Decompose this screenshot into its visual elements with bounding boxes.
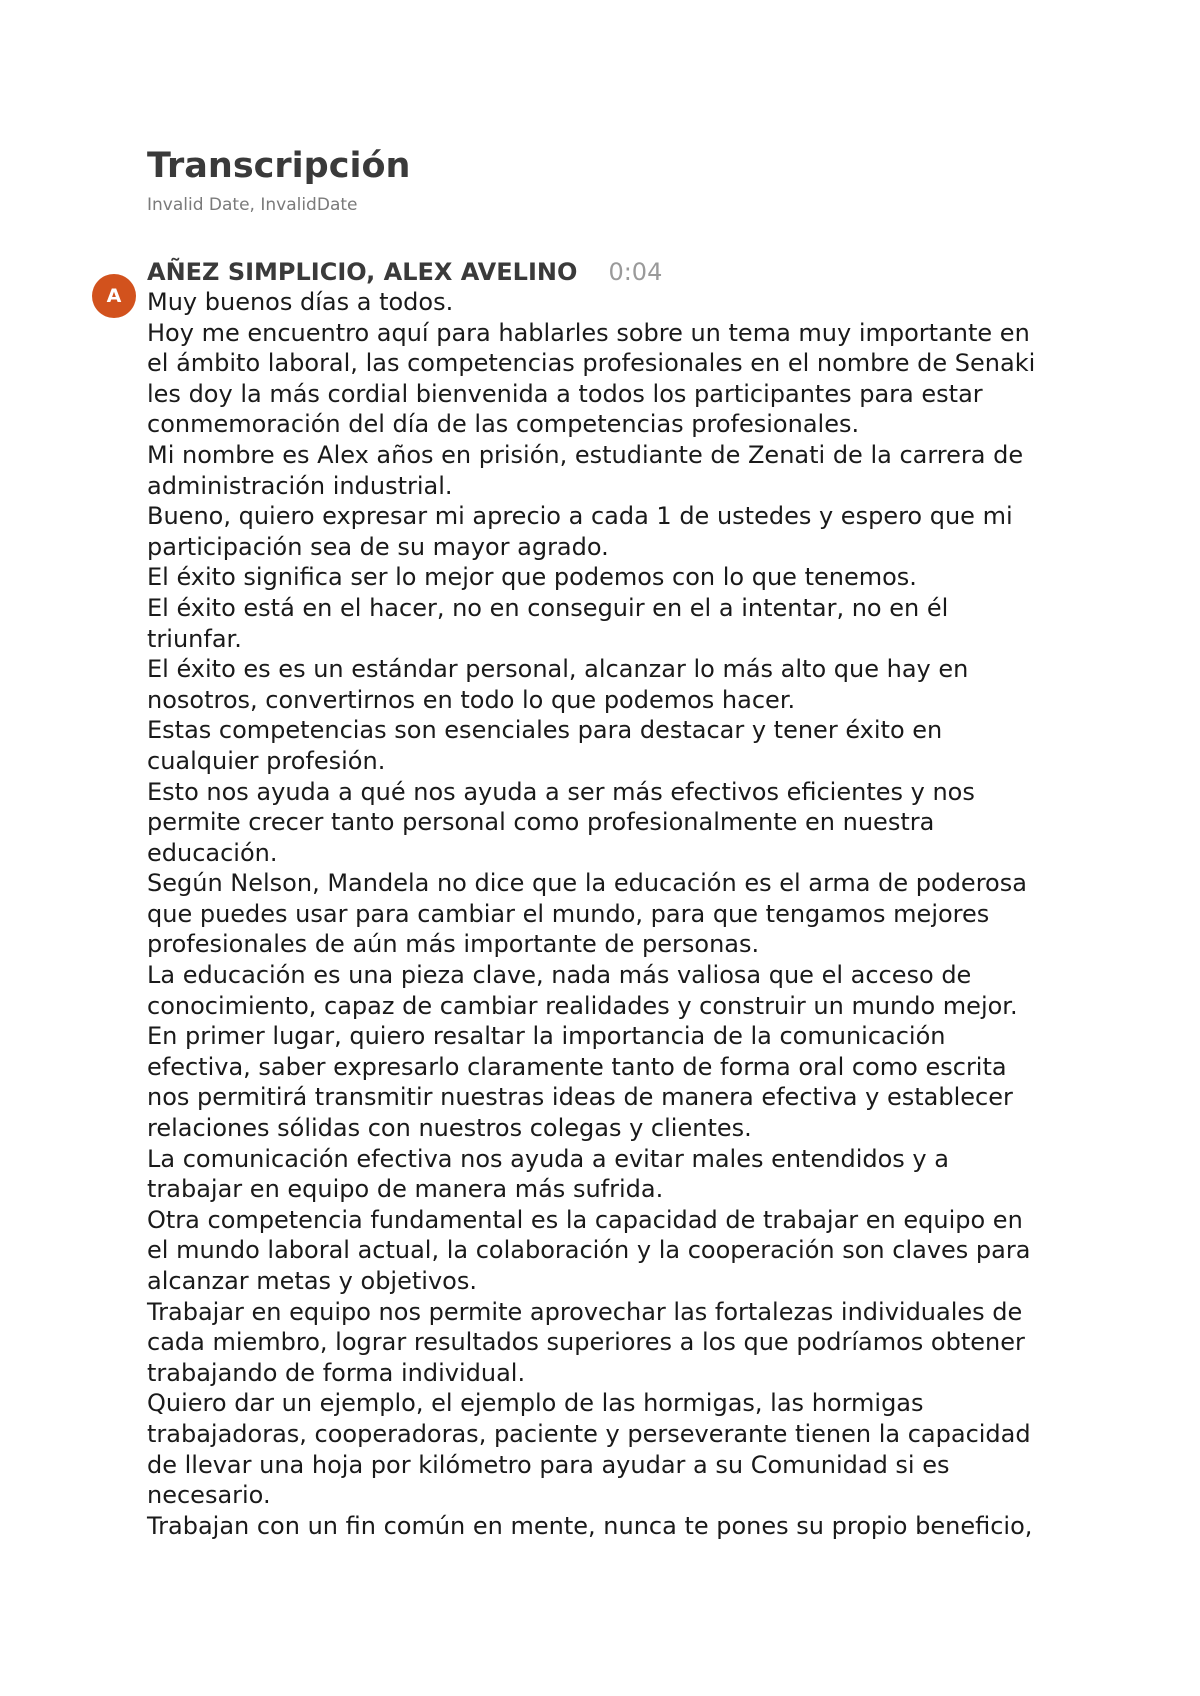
transcript-line: trabajando de forma individual. xyxy=(147,1358,526,1387)
transcript-line: Estas competencias son esenciales para destacar y tener éxito en xyxy=(147,716,943,745)
transcript-line: Mi nombre es Alex años en prisión, estudiante de Zenati de la carrera de xyxy=(147,440,1024,469)
transcript-line: nosotros, convertirnos en todo lo que podemos hacer. xyxy=(147,685,796,714)
avatar-letter: A xyxy=(106,285,122,307)
transcript-line: administración industrial. xyxy=(147,471,453,500)
transcript-line: permite crecer tanto personal como profesionalmente en nuestra xyxy=(147,808,935,837)
transcript-line: efectiva, saber expresarlo claramente tanto de forma oral como escrita xyxy=(147,1052,1007,1081)
transcript-line: de llevar una hoja por kilómetro para ayudar a su Comunidad si es xyxy=(147,1450,950,1479)
transcript-line: que puedes usar para cambiar el mundo, para que tengamos mejores xyxy=(147,899,990,928)
transcript-line: Otra competencia fundamental es la capacidad de trabajar en equipo en xyxy=(147,1205,1023,1234)
transcript-line: necesario. xyxy=(147,1481,271,1510)
transcript-line: Quiero dar un ejemplo, el ejemplo de las hormigas, las hormigas xyxy=(147,1389,924,1418)
page-title: Transcripción xyxy=(147,146,411,186)
transcript-line: Muy buenos días a todos. xyxy=(147,288,454,316)
transcript-line: el mundo laboral actual, la colaboración y la cooperación son claves para xyxy=(147,1236,1031,1265)
transcript-line: cualquier profesión. xyxy=(147,746,386,775)
transcript-line: La educación es una pieza clave, nada más valiosa que el acceso de xyxy=(147,961,972,990)
transcript-line: profesionales de aún más importante de personas. xyxy=(147,930,760,959)
transcript-line: triunfar. xyxy=(147,624,242,653)
transcript-line: Trabajar en equipo nos permite aprovechar las fortalezas individuales de xyxy=(147,1297,1023,1326)
transcript-line: El éxito es es un estándar personal, alcanzar lo más alto que hay en xyxy=(147,655,969,684)
speaker-header xyxy=(147,256,662,288)
transcript-line: trabajadoras, cooperadoras, paciente y perseverante tienen la capacidad xyxy=(147,1419,1031,1448)
transcript-line: conocimiento, capaz de cambiar realidades y construir un mundo mejor. xyxy=(147,991,1018,1020)
transcript-line: El éxito está en el hacer, no en conseguir en el a intentar, no en él xyxy=(147,593,949,622)
speaker-avatar xyxy=(92,274,136,318)
transcript-line: cada miembro, lograr resultados superiores a los que podríamos obtener xyxy=(147,1328,1025,1357)
transcript-body xyxy=(147,287,1067,1541)
transcript-line: educación. xyxy=(147,838,278,867)
transcript-line: relaciones sólidas con nuestros colegas y clientes. xyxy=(147,1114,752,1143)
transcript-line: el ámbito laboral, las competencias profesionales en el nombre de Senaki xyxy=(147,349,1036,378)
transcript-line: En primer lugar, quiero resaltar la importancia de la comunicación xyxy=(147,1022,946,1051)
segment-timestamp[interactable]: 0:04 xyxy=(608,258,663,286)
transcript-line: Hoy me encuentro aquí para hablarles sobre un tema muy importante en xyxy=(147,318,1030,347)
transcript-line: Trabajan con un fin común en mente, nunca te pones su propio beneficio, xyxy=(147,1511,1033,1540)
transcript-line: trabajar en equipo de manera más sufrida. xyxy=(147,1175,664,1204)
transcript-line: El éxito significa ser lo mejor que podemos con lo que tenemos. xyxy=(147,563,917,592)
transcript-line: participación sea de su mayor agrado. xyxy=(147,532,609,561)
transcript-line: alcanzar metas y objetivos. xyxy=(147,1267,477,1295)
transcript-line: les doy la más cordial bienvenida a todos los participantes para estar xyxy=(147,379,983,408)
speaker-name: AÑEZ SIMPLICIO, ALEX AVELINO xyxy=(147,258,578,286)
document-date: Invalid Date, InvalidDate xyxy=(147,195,358,215)
transcript-line: Según Nelson, Mandela no dice que la educación es el arma de poderosa xyxy=(147,869,1027,898)
transcript-line: Esto nos ayuda a qué nos ayuda a ser más efectivos eficientes y nos xyxy=(147,777,975,806)
transcript-line: nos permitirá transmitir nuestras ideas de manera efectiva y establecer xyxy=(147,1083,1013,1112)
transcript-line: conmemoración del día de las competencias profesionales. xyxy=(147,410,860,439)
transcript-line: Bueno, quiero expresar mi aprecio a cada 1 de ustedes y espero que mi xyxy=(147,502,1013,531)
transcript-line: La comunicación efectiva nos ayuda a evitar males entendidos y a xyxy=(147,1144,949,1173)
